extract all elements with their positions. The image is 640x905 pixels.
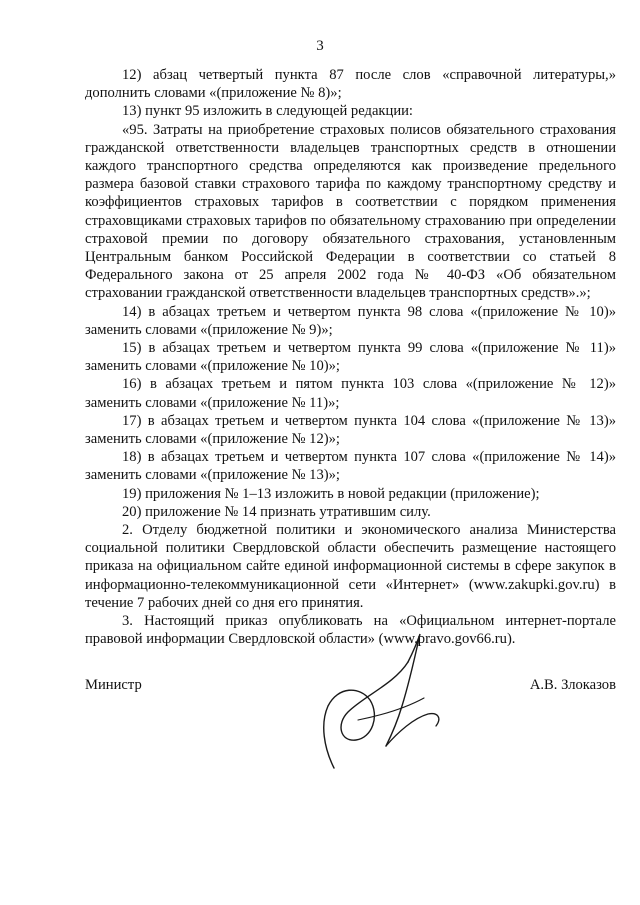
paragraph-item-18: 18) в абзацах третьем и четвертом пункта 107 слова «(приложение № 14)» заменить словами «(приложение № 13)»;	[85, 449, 616, 484]
paragraph-section-3: 3. Настоящий приказ опубликовать на «Официальном интернет-портале правовой информации Свердловской области» (www.pravo.gov66.ru).	[85, 613, 616, 648]
paragraph-item-12: 12) абзац четвертый пункта 87 после слов «справочной литературы,» дополнить словами «(приложение № 8)»;	[85, 67, 616, 102]
paragraph-item-14: 14) в абзацах третьем и четвертом пункта 98 слова «(приложение № 10)» заменить словами «(приложение № 9)»;	[85, 303, 616, 338]
document-body	[85, 66, 616, 649]
signature-stroke-cross	[358, 698, 424, 720]
paragraph-item-20: 20) приложение № 14 признать утратившим силу.	[122, 503, 431, 520]
paragraph-section-2: 2. Отделу бюджетной политики и экономического анализа Министерства социальной политики Свердловской области обеспечить размещение настоящего приказа на официальном сайте единой информационной системы в сфере закупок в информационно-телекоммуникационной сети «Интернет» (www.zakupki.gov.ru) в течение 7 рабочих дней со дня его принятия.	[85, 522, 616, 611]
paragraph-item-15: 15) в абзацах третьем и четвертом пункта 99 слова «(приложение № 11)» заменить словами «(приложение № 10)»;	[85, 340, 616, 375]
paragraph-item-19: 19) приложения № 1–13 изложить в новой редакции (приложение);	[122, 485, 540, 502]
paragraph-item-13: 13) пункт 95 изложить в следующей редакции:	[122, 103, 413, 120]
paragraph-item-95-text: «95. Затраты на приобретение страховых полисов обязательного страхования гражданской ответственности владельцев транспортных средств в отношении каждого транспортного средства определяются как произведение предельного размера базовой ставки страхового тарифа по каждому транспортному средству и коэффициентов страховых тарифов в соответствии с порядком применения страховщиками страховых тарифов по обязательному страхованию при определении страховой премии по договору обязательного страхования, установленным Центральным банком Российской Федерации в соответствии со статьей 8 Федерального закона от 25 апреля 2002 года № 40-ФЗ «Об обязательном страховании гражданской ответственности владельцев транспортных средств».»;	[85, 121, 616, 302]
handwritten-signature	[298, 628, 448, 778]
signer-name: А.В. Злоказов	[529, 677, 616, 693]
paragraph-item-17: 17) в абзацах третьем и четвертом пункта 104 слова «(приложение № 13)» заменить словами «(приложение № 12)»;	[85, 412, 616, 448]
page-number: 3	[316, 38, 324, 54]
paragraph-item-16: 16) в абзацах третьем и пятом пункта 103 слова «(приложение № 12)» заменить словами «(приложение № 11)»;	[85, 376, 616, 411]
signer-title: Министр	[85, 677, 142, 693]
signature-stroke-loop	[324, 662, 408, 768]
